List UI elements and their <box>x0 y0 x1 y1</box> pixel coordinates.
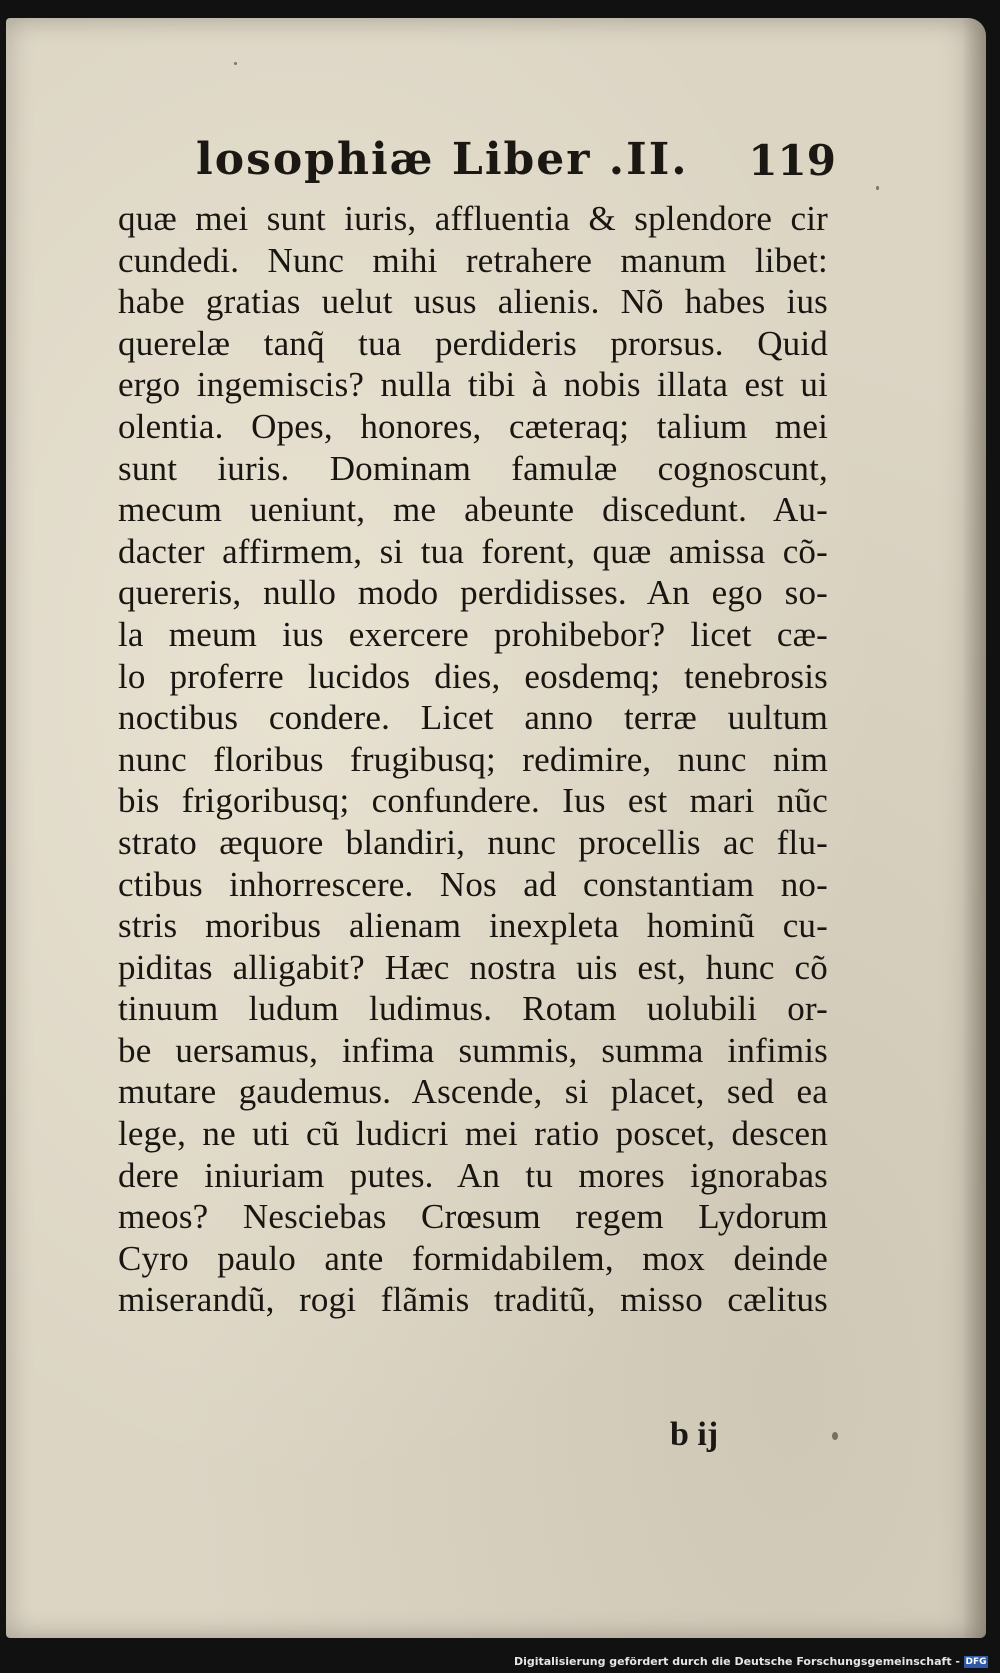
text-line: be uersamus, infima summis, summa infimis <box>118 1030 828 1070</box>
text-line: querelæ tanq̃ tua perdideris prorsus. Quid <box>118 323 828 363</box>
text-line: quereris, nullo modo perdidisses. An ego so- <box>118 573 828 613</box>
text-line: mutare gaudemus. Ascende, si placet, sed ea <box>118 1072 828 1112</box>
text-line: mecum ueniunt, me abeunte discedunt. Au- <box>118 490 828 530</box>
digitization-credit <box>514 1655 988 1668</box>
text-line: olentia. Opes, honores, cæteraq; talium mei <box>118 406 828 446</box>
running-title: losophiæ Liber .II. <box>196 134 689 185</box>
credit-text: Digitalisierung gefördert durch die Deutsche Forschungsgemeinschaft - <box>513 1655 960 1668</box>
page-edge-shadow <box>962 18 986 1638</box>
text-line: sunt iuris. Dominam famulæ cognoscunt, <box>118 448 828 488</box>
text-line: miserandũ, rogi flãmis traditũ, misso cælitus <box>118 1280 828 1320</box>
dfg-logo: DFG <box>965 1656 987 1667</box>
text-line: Cyro paulo ante formidabilem, mox deinde <box>118 1238 828 1278</box>
text-line: stris moribus alienam inexpleta hominũ cu- <box>118 906 828 946</box>
body-text-block <box>118 198 828 1321</box>
text-line: nunc floribus frugibusq; redimire, nunc nim <box>118 739 828 779</box>
text-line: lo proferre lucidos dies, eosdemq; tenebrosis <box>118 656 828 696</box>
text-line: ergo ingemiscis? nulla tibi à nobis illata est ui <box>118 365 828 405</box>
text-line: habe gratias uelut usus alienis. Nõ habes ius <box>118 282 828 322</box>
text-line: noctibus condere. Licet anno terræ uultum <box>118 698 828 738</box>
folio-number: 119 <box>748 136 836 185</box>
text-line: cundedi. Nunc mihi retrahere manum libet: <box>118 240 828 280</box>
text-line: dacter affirmem, si tua forent, quæ amissa cõ- <box>118 531 828 571</box>
text-line: dere iniuriam putes. An tu mores ignorabas <box>118 1155 828 1195</box>
text-line: strato æquore blandiri, nunc procellis ac flu- <box>118 822 828 862</box>
signature-mark: b ij <box>670 1416 719 1453</box>
page-header <box>196 128 836 198</box>
text-line: tinuum ludum ludimus. Rotam uolubili or- <box>118 989 828 1029</box>
text-line: quæ mei sunt iuris, affluentia & splendore cir <box>118 199 828 238</box>
text-line: bis frigoribusq; confundere. Ius est mari nũc <box>118 781 828 821</box>
text-line: meos? Nesciebas Crœsum regem Lydorum <box>118 1197 828 1237</box>
text-line: lege, ne uti cũ ludicri mei ratio poscet, descen <box>118 1114 828 1154</box>
text-line: la meum ius exercere prohibebor? licet cæ- <box>118 614 828 654</box>
ink-speck <box>234 62 237 65</box>
ink-speck <box>832 1432 838 1440</box>
ink-speck <box>876 186 879 190</box>
text-line: piditas alligabit? Hæc nostra uis est, hunc cõ <box>118 947 828 987</box>
text-line: ctibus inhorrescere. Nos ad constantiam no- <box>118 864 828 904</box>
book-page <box>6 18 986 1638</box>
